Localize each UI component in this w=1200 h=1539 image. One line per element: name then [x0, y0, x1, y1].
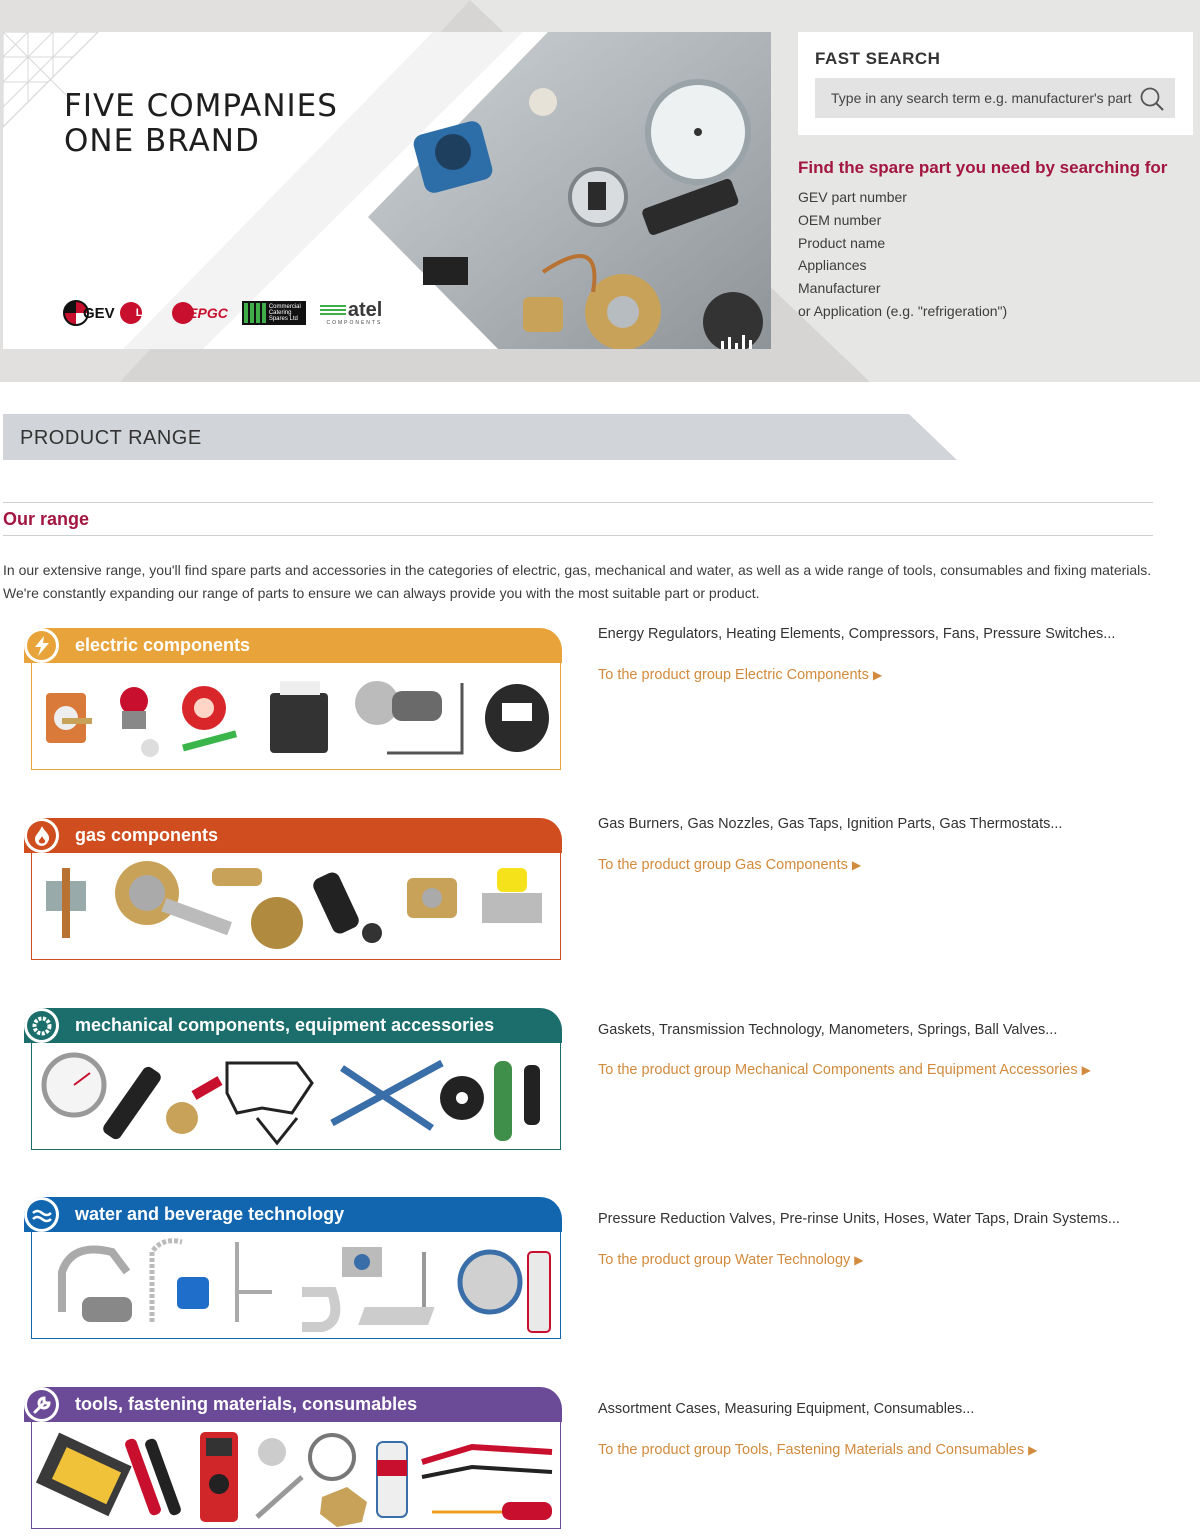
hero-section: [0, 0, 1200, 382]
category-product-images: [31, 1422, 561, 1529]
category-link-tools[interactable]: To the product group Tools, Fastening Materials and Consumables ▶: [598, 1442, 1038, 1458]
product-range-title: PRODUCT RANGE: [20, 427, 202, 449]
banner-title: [64, 89, 338, 159]
search-box: [815, 78, 1175, 118]
logo-epgc: EPGC: [172, 302, 228, 324]
logo-gev: GEV: [63, 300, 115, 326]
range-intro-text: In our extensive range, you'll find spare parts and accessories in the categories of electric, gas, mechanical and water, as well as a wide range of tools, consumables and fixing materials. We're constantly expanding our range of parts to ensure we can always provide you with the most suitable part or product.: [3, 562, 1152, 601]
hint-item: GEV part number: [798, 189, 907, 205]
category-product-images: [31, 663, 561, 770]
water-wave-icon: [24, 1197, 59, 1232]
lightning-icon: [24, 628, 59, 663]
category-product-images: [31, 1232, 561, 1339]
hint-item: or Application (e.g. "refrigeration"): [798, 302, 1008, 319]
category-banner-mechanical[interactable]: [24, 1008, 563, 1152]
triangle-right-icon: ▶: [851, 858, 862, 872]
category-description-mechanical: Gaskets, Transmission Technology, Manometers, Springs, Ball Valves...: [598, 1022, 1058, 1038]
category-label: electric components: [75, 635, 251, 655]
category-header: [24, 1387, 562, 1422]
category-banner-electric[interactable]: [24, 628, 563, 772]
cog-icon: [24, 1008, 59, 1043]
category-header: [24, 628, 562, 663]
hint-item: OEM number: [798, 211, 882, 228]
search-hints: [798, 158, 1193, 323]
search-hints-list: [798, 186, 1193, 323]
hint-item: Product name: [798, 234, 886, 251]
category-header: [24, 1008, 562, 1043]
hint-item: Appliances: [798, 257, 867, 274]
triangle-right-icon: ▶: [1081, 1063, 1091, 1077]
category-banner-tools[interactable]: [24, 1387, 563, 1531]
category-product-images: [31, 1043, 561, 1150]
logo-atel: atel COMPONENTS: [320, 300, 382, 326]
logo-commercial-catering-spares: Commercial Catering Spares Ltd: [242, 301, 306, 325]
category-header: [24, 1197, 562, 1232]
brand-logos: [63, 296, 382, 330]
category-description-electric: Energy Regulators, Heating Elements, Compressors, Fans, Pressure Switches...: [598, 626, 1116, 642]
hint-item: Manufacturer: [798, 280, 881, 297]
category-link-gas[interactable]: To the product group Gas Components ▶: [598, 857, 862, 873]
search-input[interactable]: [831, 78, 1136, 118]
search-hints-title: Find the spare part you need by searching for: [798, 158, 1168, 177]
banner-title-line2: ONE BRAND: [64, 123, 260, 159]
triangle-right-icon: ▶: [854, 1253, 864, 1267]
divider: [3, 502, 1153, 503]
product-range-header: [3, 414, 958, 460]
category-label: water and beverage technology: [75, 1204, 345, 1224]
category-label: gas components: [75, 825, 219, 845]
category-description-gas: Gas Burners, Gas Nozzles, Gas Taps, Ignition Parts, Gas Thermostats...: [598, 816, 1063, 832]
logo-lf: LF: [129, 302, 158, 324]
our-range-heading: Our range: [3, 509, 90, 529]
category-link-electric[interactable]: To the product group Electric Components ▶: [598, 667, 883, 683]
category-description-water: Pressure Reduction Valves, Pre-rinse Units, Hoses, Water Taps, Drain Systems...: [598, 1211, 1120, 1227]
category-description-tools: Assortment Cases, Measuring Equipment, Consumables...: [598, 1401, 975, 1417]
triangle-right-icon: ▶: [1028, 1443, 1038, 1457]
bars-icon: [719, 334, 759, 349]
banner-title-line1: FIVE COMPANIES: [64, 88, 338, 124]
search-icon[interactable]: [1139, 86, 1165, 112]
category-label: tools, fastening materials, consumables: [75, 1394, 418, 1414]
category-label: mechanical components, equipment accessories: [75, 1015, 495, 1035]
flame-icon: [24, 818, 59, 853]
category-banner-water[interactable]: [24, 1197, 563, 1341]
wrench-icon: [24, 1387, 59, 1422]
category-link-water[interactable]: To the product group Water Technology ▶: [598, 1252, 864, 1268]
category-banner-gas[interactable]: [24, 818, 563, 962]
category-product-images: [31, 853, 561, 960]
category-header: [24, 818, 562, 853]
triangle-right-icon: ▶: [872, 668, 883, 682]
hero-banner[interactable]: [3, 32, 771, 349]
category-link-mechanical[interactable]: To the product group Mechanical Components and Equipment Accessories ▶: [598, 1062, 1091, 1078]
fast-search-title: FAST SEARCH: [815, 49, 941, 68]
fast-search-panel: [798, 32, 1193, 135]
divider: [3, 535, 1153, 536]
